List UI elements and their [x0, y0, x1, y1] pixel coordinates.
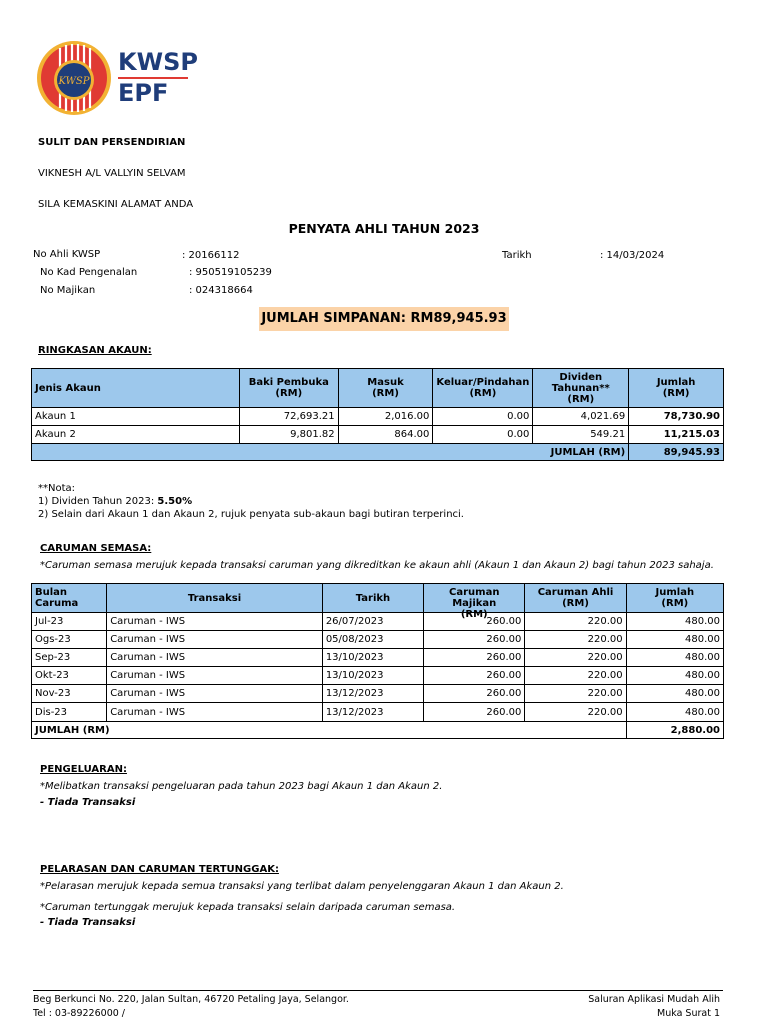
table-cell: Caruman - IWS	[107, 667, 323, 685]
table-cell: 480.00	[626, 649, 723, 667]
contributions-table	[31, 583, 724, 739]
table-cell: 220.00	[525, 649, 626, 667]
table-cell: 220.00	[525, 613, 626, 631]
summary-col-jenis: Jenis Akaun	[32, 369, 240, 408]
table-row	[32, 703, 724, 722]
table-cell: 2,016.00	[338, 408, 433, 426]
table-cell: 220.00	[525, 667, 626, 685]
summary-table	[31, 368, 724, 461]
table-cell: 78,730.90	[629, 408, 724, 426]
table-cell: 260.00	[424, 703, 525, 722]
withdrawals-description: *Melibatkan transaksi pengeluaran pada tahun 2023 bagi Akaun 1 dan Akaun 2.	[40, 781, 443, 792]
table-cell: 220.00	[525, 703, 626, 722]
table-cell: 220.00	[525, 631, 626, 649]
summary-total-value: 89,945.93	[629, 444, 724, 461]
table-cell: 260.00	[424, 613, 525, 631]
contrib-col-bulan: Bulan Caruma	[32, 584, 107, 613]
kwsp-emblem-icon	[36, 40, 112, 116]
table-cell: 4,021.69	[533, 408, 629, 426]
confidential-label: SULIT DAN PERSENDIRIAN	[38, 137, 186, 148]
table-cell: Caruman - IWS	[107, 703, 323, 722]
footer-divider	[33, 990, 723, 991]
tarikh-label: Tarikh	[502, 250, 532, 261]
footer-channel: Saluran Aplikasi Mudah Alih	[588, 994, 720, 1005]
table-cell: 72,693.21	[239, 408, 338, 426]
kwsp-logo	[36, 40, 112, 116]
table-cell: Caruman - IWS	[107, 685, 323, 703]
table-cell: 13/10/2023	[322, 667, 423, 685]
notes-title: **Nota:	[38, 483, 76, 494]
footer-address: Beg Berkunci No. 220, Jalan Sultan, 46720 Petaling Jaya, Selangor.	[33, 994, 349, 1005]
dividend-rate: 5.50%	[157, 496, 193, 507]
contrib-col-transaksi: Transaksi	[107, 584, 323, 613]
notes-line-1: 1) Dividen Tahun 2023: 5.50%	[38, 496, 193, 507]
table-row	[32, 613, 724, 631]
summary-col-baki: Baki Pembuka (RM)	[239, 369, 338, 408]
summary-col-masuk: Masuk (RM)	[338, 369, 433, 408]
table-row	[32, 667, 724, 685]
table-cell: 220.00	[525, 685, 626, 703]
svg-text:KWSP: KWSP	[58, 76, 90, 87]
table-cell: 13/10/2023	[322, 649, 423, 667]
no-ahli-value: : 20166112	[182, 250, 240, 261]
adjustments-description-2: *Caruman tertunggak merujuk kepada transaksi selain daripada caruman semasa.	[40, 902, 456, 913]
contrib-col-ahli: Caruman Ahli (RM)	[525, 584, 626, 613]
table-cell: Ogs-23	[32, 631, 107, 649]
table-cell: 480.00	[626, 703, 723, 722]
table-cell: 260.00	[424, 685, 525, 703]
table-cell: 260.00	[424, 667, 525, 685]
brand-name-epf: EPF	[118, 79, 169, 107]
table-cell: 13/12/2023	[322, 685, 423, 703]
summary-col-jumlah: Jumlah (RM)	[629, 369, 724, 408]
table-cell: Okt-23	[32, 667, 107, 685]
table-cell: 480.00	[626, 613, 723, 631]
member-name: VIKNESH A/L VALLYIN SELVAM	[38, 168, 186, 179]
table-cell: Nov-23	[32, 685, 107, 703]
footer-tel: Tel : 03-89226000 /	[33, 1008, 126, 1019]
table-cell: 13/12/2023	[322, 703, 423, 722]
table-row	[32, 631, 724, 649]
summary-total-row	[32, 444, 724, 461]
table-cell: 549.21	[533, 426, 629, 444]
table-cell: 480.00	[626, 685, 723, 703]
brand-name-kwsp: KWSP	[118, 48, 198, 76]
table-cell: 05/08/2023	[322, 631, 423, 649]
table-cell: Akaun 2	[32, 426, 240, 444]
table-cell: 11,215.03	[629, 426, 724, 444]
address-note: SILA KEMASKINI ALAMAT ANDA	[38, 199, 194, 210]
table-row	[32, 685, 724, 703]
contrib-col-jumlah: Jumlah (RM)	[626, 584, 723, 613]
contributions-total-row	[32, 722, 724, 739]
contributions-heading: CARUMAN SEMASA:	[40, 543, 152, 554]
withdrawals-none: - Tiada Transaksi	[40, 797, 136, 808]
table-cell: Caruman - IWS	[107, 613, 323, 631]
table-cell: 864.00	[338, 426, 433, 444]
table-cell: Akaun 1	[32, 408, 240, 426]
table-cell: Dis-23	[32, 703, 107, 722]
table-cell: Jul-23	[32, 613, 107, 631]
summary-col-dividen: Dividen Tahunan** (RM)	[533, 369, 629, 408]
table-cell: 260.00	[424, 649, 525, 667]
kad-value: : 950519105239	[189, 267, 272, 278]
footer-page: Muka Surat 1	[657, 1008, 720, 1019]
page-title: PENYATA AHLI TAHUN 2023	[288, 221, 480, 236]
contrib-col-tarikh: Tarikh	[322, 584, 423, 613]
table-cell: 480.00	[626, 667, 723, 685]
table-cell: 260.00	[424, 631, 525, 649]
kad-label: No Kad Pengenalan	[40, 267, 138, 278]
summary-col-keluar: Keluar/Pindahan (RM)	[433, 369, 533, 408]
notes-line-2: 2) Selain dari Akaun 1 dan Akaun 2, rujuk penyata sub-akaun bagi butiran terperinci.	[38, 509, 464, 520]
majikan-value: : 024318664	[189, 285, 253, 296]
summary-total-label: JUMLAH (RM)	[32, 444, 629, 461]
table-cell: 480.00	[626, 631, 723, 649]
table-cell: Sep-23	[32, 649, 107, 667]
table-cell: 26/07/2023	[322, 613, 423, 631]
majikan-label: No Majikan	[40, 285, 96, 296]
table-cell: 9,801.82	[239, 426, 338, 444]
table-row	[32, 408, 724, 426]
table-cell: Caruman - IWS	[107, 631, 323, 649]
tarikh-value: : 14/03/2024	[600, 250, 665, 261]
no-ahli-label: No Ahli KWSP	[33, 249, 101, 260]
table-row	[32, 649, 724, 667]
adjustments-description-1: *Pelarasan merujuk kepada semua transaksi yang terlibat dalam penyelenggaran Akaun 1 dan Akaun 2.	[40, 881, 564, 892]
contrib-col-majikan: Caruman Majikan (RM)	[424, 584, 525, 613]
contributions-total-value: 2,880.00	[626, 722, 723, 739]
table-cell: 0.00	[433, 426, 533, 444]
table-cell: 0.00	[433, 408, 533, 426]
contributions-description: *Caruman semasa merujuk kepada transaksi caruman yang dikreditkan ke akaun ahli (Akaun 1 dan Akaun 2) bagi tahun 2023 sahaja.	[40, 560, 714, 571]
adjustments-heading: PELARASAN DAN CARUMAN TERTUNGGAK:	[40, 864, 279, 875]
summary-heading: RINGKASAN AKAUN:	[38, 345, 152, 356]
total-savings-badge: JUMLAH SIMPANAN: RM89,945.93	[259, 307, 509, 331]
table-row	[32, 426, 724, 444]
adjustments-none: - Tiada Transaksi	[40, 917, 136, 928]
withdrawals-heading: PENGELUARAN:	[40, 764, 127, 775]
table-cell: Caruman - IWS	[107, 649, 323, 667]
contributions-total-label: JUMLAH (RM)	[32, 722, 627, 739]
